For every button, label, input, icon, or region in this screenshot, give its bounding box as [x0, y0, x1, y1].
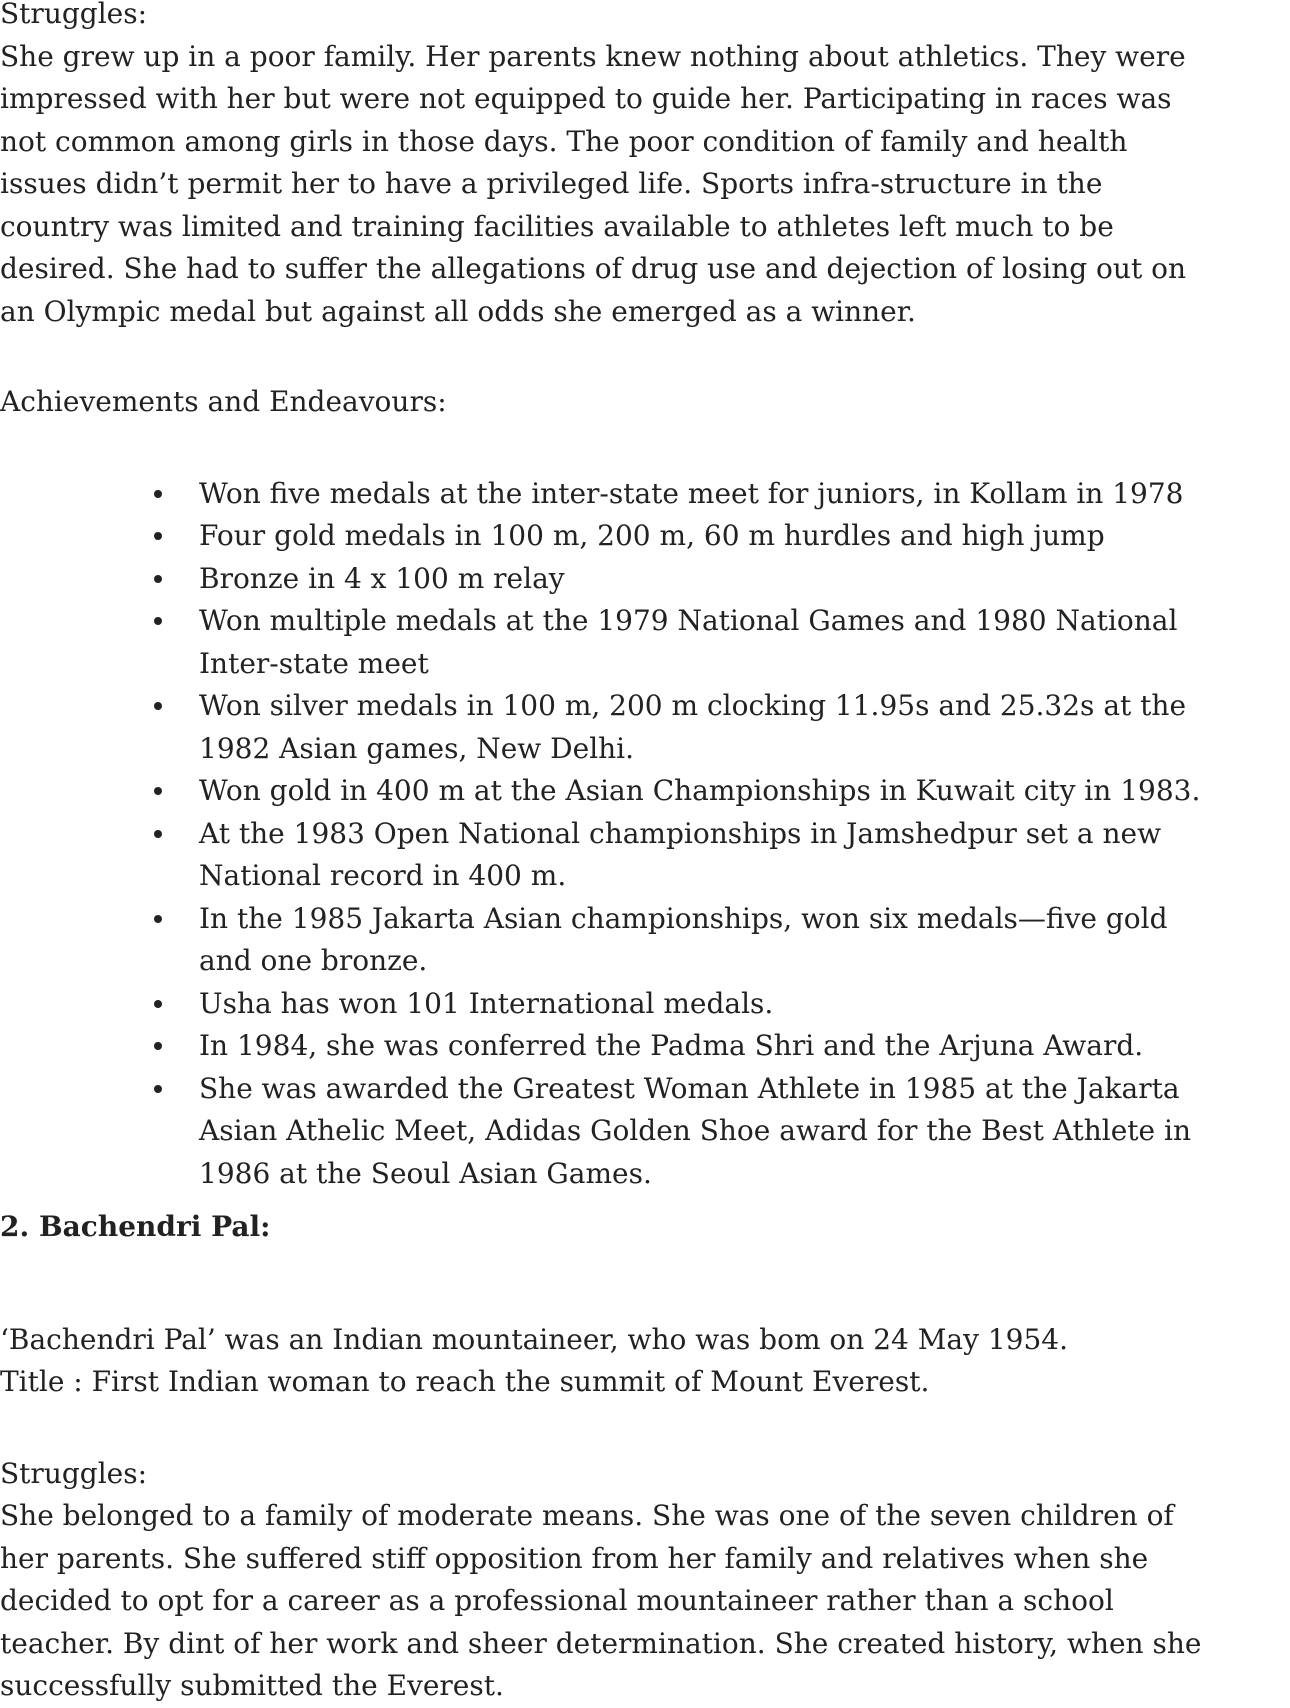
list-item-text: 1986 at the Seoul Asian Games. — [199, 1156, 652, 1190]
list-item-text: She was awarded the Greatest Woman Athlete in 1985 at the Jakarta — [199, 1071, 1180, 1105]
list-item-text: Won five medals at the inter-state meet for juniors, in Kollam in 1978 — [199, 476, 1184, 510]
bullet-icon — [154, 575, 162, 583]
paragraph-line: decided to opt for a career as a professional mountaineer rather than a school — [0, 1584, 1114, 1617]
intro-line: ‘Bachendri Pal’ was an Indian mountaineer, who was bom on 24 May 1954. — [0, 1322, 1068, 1356]
paragraph-line: impressed with her but were not equipped to guide her. Participating in races was — [0, 82, 1172, 115]
list-item — [0, 515, 1290, 558]
list-item-text: Won gold in 400 m at the Asian Championships in Kuwait city in 1983. — [199, 774, 1201, 807]
list-item-text: Won multiple medals at the 1979 National Games and 1980 National — [199, 604, 1178, 637]
achievements-list — [0, 473, 1290, 1196]
paragraph-line: country was limited and training facilities available to athletes left much to be — [0, 209, 1114, 243]
list-item-text: In 1984, she was conferred the Padma Shri and the Arjuna Award. — [199, 1029, 1144, 1062]
paragraph-line: She belonged to a family of moderate means. She was one of the seven children of — [0, 1499, 1174, 1532]
list-item — [0, 813, 1290, 898]
title-line: Title : First Indian woman to reach the summit of Mount Everest. — [0, 1365, 930, 1398]
list-item-text: In the 1985 Jakarta Asian championships, won six medals—five gold — [199, 901, 1168, 935]
paragraph-line: successfully submitted the Everest. — [0, 1669, 504, 1702]
bullet-icon — [154, 1042, 162, 1050]
list-item — [0, 1068, 1290, 1196]
list-item-text: Won silver medals in 100 m, 200 m clocking 11.95s and 25.32s at the — [199, 689, 1187, 722]
bullet-icon — [154, 1000, 162, 1008]
list-item-text: 1982 Asian games, New Delhi. — [199, 731, 635, 765]
list-item-text: Asian Athelic Meet, Adidas Golden Shoe award for the Best Athlete in — [199, 1114, 1191, 1147]
paragraph-line: teacher. By dint of her work and sheer determination. She created history, when she — [0, 1626, 1202, 1660]
list-item — [0, 473, 1290, 516]
list-item-text: Four gold medals in 100 m, 200 m, 60 m hurdles and high jump — [199, 519, 1105, 552]
section-heading: 2. Bachendri Pal: — [0, 1210, 271, 1243]
bachendri-struggles-section — [0, 1453, 1290, 1708]
bullet-icon — [154, 617, 162, 625]
struggles-label: Struggles: — [0, 0, 148, 30]
bullet-icon — [154, 1085, 162, 1093]
list-item — [0, 770, 1290, 813]
list-item — [0, 685, 1290, 770]
bullet-icon — [154, 702, 162, 710]
usha-struggles-section — [0, 0, 1290, 333]
achievements-label: Achievements and Endeavours: — [0, 385, 447, 418]
list-item — [0, 983, 1290, 1026]
list-item-text: At the 1983 Open National championships in Jamshedpur set a new — [199, 816, 1162, 850]
list-item-text: Usha has won 101 International medals. — [199, 986, 774, 1020]
list-item — [0, 558, 1290, 601]
bullet-icon — [154, 787, 162, 795]
bullet-icon — [154, 915, 162, 923]
paragraph-line: her parents. She suffered stiff opposition from her family and relatives when she — [0, 1541, 1149, 1575]
paragraph-line: issues didn’t permit her to have a privileged life. Sports infra-structure in the — [0, 167, 1103, 200]
list-item — [0, 1025, 1290, 1068]
struggles-label: Struggles: — [0, 1456, 148, 1490]
paragraph-line: an Olympic medal but against all odds she emerged as a winner. — [0, 294, 916, 328]
paragraph-line: not common among girls in those days. The poor condition of family and health — [0, 124, 1128, 158]
bullet-icon — [154, 532, 162, 540]
bullet-icon — [154, 490, 162, 498]
list-item-text: National record in 400 m. — [199, 859, 567, 892]
paragraph-line: She grew up in a poor family. Her parents knew nothing about athletics. They were — [0, 39, 1186, 73]
list-item-text: and one bronze. — [199, 944, 428, 977]
paragraph-line: desired. She had to suffer the allegations of drug use and dejection of losing out on — [0, 252, 1186, 285]
bullet-icon — [154, 830, 162, 838]
list-item — [0, 898, 1290, 983]
list-item-text: Inter-state meet — [199, 646, 429, 680]
list-item-text: Bronze in 4 x 100 m relay — [199, 561, 565, 595]
list-item — [0, 600, 1290, 685]
